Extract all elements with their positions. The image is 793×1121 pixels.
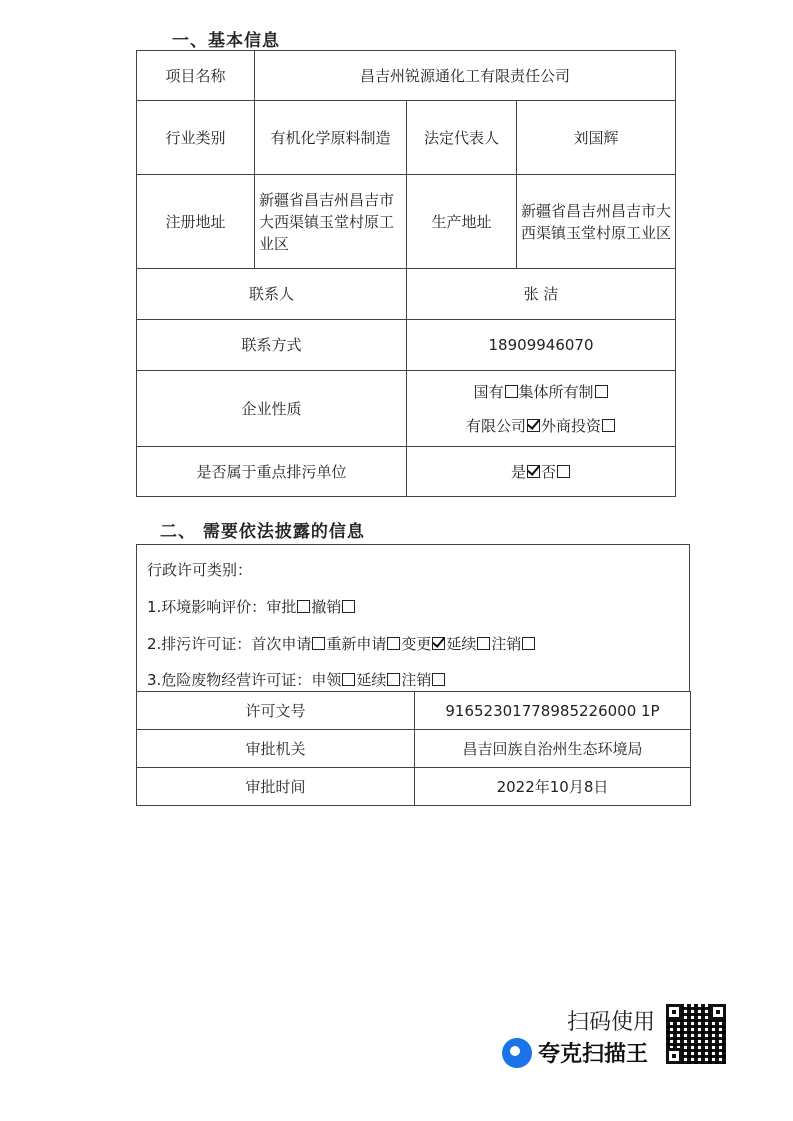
nature-collective: 集体所有制 xyxy=(518,382,594,401)
legal-rep-label: 法定代表人 xyxy=(407,101,517,175)
checkbox-collective[interactable] xyxy=(595,385,608,398)
brand-name: 夸克扫描王 xyxy=(538,1042,649,1067)
item2-label: 2.排污许可证： xyxy=(147,635,252,653)
checkbox-state[interactable] xyxy=(505,385,518,398)
contact-label: 联系人 xyxy=(137,269,407,320)
key-polluter-label: 是否属于重点排污单位 xyxy=(137,447,407,497)
key-polluter-yes: 是 xyxy=(510,462,526,481)
legal-rep: 刘国辉 xyxy=(517,101,676,175)
date: 2022年10月8日 xyxy=(415,768,691,806)
industry-label: 行业类别 xyxy=(137,101,255,175)
item3-label: 3.危险废物经营许可证： xyxy=(147,671,312,689)
key-polluter-options xyxy=(407,447,676,497)
item2: 2.排污许可证：首次申请 重新申请 变更 延续 注销 xyxy=(147,633,536,654)
project-name: 昌吉州锐源通化工有限责任公司 xyxy=(255,51,676,101)
section1-title: 一、基本信息 xyxy=(172,31,280,51)
permit-table xyxy=(136,691,691,806)
nature-options xyxy=(407,371,676,447)
item1: 1.环境影响评价：审批 撤销 xyxy=(147,596,356,617)
checkbox-cancel[interactable] xyxy=(522,637,535,650)
permit-no: 91652301778985226000 1P xyxy=(415,692,691,730)
scan-text: 扫码使用 xyxy=(567,1010,656,1035)
checkbox-approve[interactable] xyxy=(297,600,310,613)
checkbox-extend[interactable] xyxy=(477,637,490,650)
quark-logo-icon xyxy=(502,1038,532,1068)
checkbox-revoke[interactable] xyxy=(342,600,355,613)
contact-method: 18909946070 xyxy=(407,320,676,371)
prod-addr-label: 生产地址 xyxy=(407,175,517,269)
brand-row xyxy=(502,1037,648,1068)
authority: 昌吉回族自治州生态环境局 xyxy=(415,730,691,768)
permit-no-label: 许可文号 xyxy=(137,692,415,730)
key-polluter-no: 否 xyxy=(541,462,557,481)
checkbox-no[interactable] xyxy=(557,465,570,478)
qr-code-icon[interactable] xyxy=(666,1004,726,1064)
nature-limited: 有限公司 xyxy=(465,416,526,435)
checkbox-foreign[interactable] xyxy=(602,419,615,432)
nature-foreign: 外商投资 xyxy=(541,416,602,435)
contact: 张 洁 xyxy=(407,269,676,320)
item1-label: 1.环境影响评价： xyxy=(147,598,267,616)
checkbox-change[interactable] xyxy=(432,637,445,650)
section2-title: 二、 需要依法披露的信息 xyxy=(160,522,365,542)
authority-label: 审批机关 xyxy=(137,730,415,768)
checkbox-limited[interactable] xyxy=(527,419,540,432)
nature-state: 国有 xyxy=(473,382,504,401)
checkbox-receive[interactable] xyxy=(342,673,355,686)
checkbox-yes[interactable] xyxy=(527,465,540,478)
checkbox-first-apply[interactable] xyxy=(312,637,325,650)
contact-method-label: 联系方式 xyxy=(137,320,407,371)
industry: 有机化学原料制造 xyxy=(255,101,407,175)
reg-addr: 新疆省昌吉州昌吉市大西渠镇玉堂村原工业区 xyxy=(255,175,407,269)
nature-label: 企业性质 xyxy=(137,371,407,447)
permit-type-label: 行政许可类别： xyxy=(147,561,253,579)
checkbox-hw-extend[interactable] xyxy=(387,673,400,686)
checkbox-reapply[interactable] xyxy=(387,637,400,650)
item3: 3.危险废物经营许可证：申领 延续 注销 xyxy=(147,669,446,690)
date-label: 审批时间 xyxy=(137,768,415,806)
basic-info-table xyxy=(136,50,676,497)
permit-type-box xyxy=(136,544,690,692)
reg-addr-label: 注册地址 xyxy=(137,175,255,269)
prod-addr: 新疆省昌吉州昌吉市大西渠镇玉堂村原工业区 xyxy=(517,175,676,269)
project-name-label: 项目名称 xyxy=(137,51,255,101)
checkbox-hw-cancel[interactable] xyxy=(432,673,445,686)
